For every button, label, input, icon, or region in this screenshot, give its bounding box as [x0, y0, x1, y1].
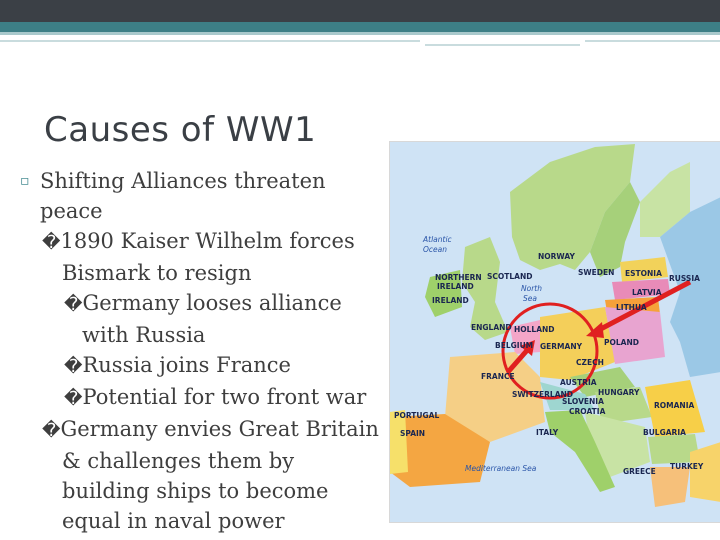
czech-label: CZECH — [576, 358, 604, 367]
bullet-text: & challenges them by — [62, 449, 295, 473]
northern-ireland-label: IRELAND — [437, 282, 474, 291]
holland-label: HOLLAND — [514, 325, 555, 334]
bullet-text: Bismark to resign — [62, 261, 252, 285]
bullet-text: Potential for two front war — [82, 385, 367, 409]
bullet-text: Germany envies Great Britain — [60, 417, 379, 441]
europe-map-graphic — [390, 142, 720, 522]
lithuania-label: LITHUA — [616, 303, 647, 312]
header-accent-line — [0, 32, 720, 35]
bullet-text: Russia joins France — [82, 353, 291, 377]
scotland-label: SCOTLAND — [487, 272, 533, 281]
greece-label: GREECE — [623, 467, 656, 476]
header-bar — [0, 0, 720, 22]
sub-bullet-line — [20, 226, 380, 258]
sub-bullet-line — [20, 258, 380, 288]
sub-bullet-line — [20, 506, 380, 536]
bullet-marker: ▫ — [20, 173, 30, 189]
sea-label: Sea — [523, 294, 537, 303]
bullet-text: with Russia — [82, 323, 206, 347]
ireland-label: IRELAND — [432, 296, 469, 305]
sub-bullet-line — [20, 446, 380, 476]
sub-bullet-glyph: � — [64, 294, 83, 315]
norway-label: NORWAY — [538, 252, 575, 261]
portugal-label: PORTUGAL — [394, 411, 440, 420]
germany-label: GERMANY — [540, 342, 583, 351]
sub-bullet-line — [20, 476, 380, 506]
austria-label: AUSTRIA — [560, 378, 597, 387]
slovenia-label: SLOVENIA — [562, 397, 604, 406]
poland-shape — [605, 307, 665, 364]
russia-label: RUSSIA — [669, 274, 700, 283]
romania-label: ROMANIA — [654, 401, 695, 410]
sub-bullet-glyph: � — [42, 232, 61, 253]
estonia-label: ESTONIA — [625, 269, 662, 278]
header-accent-bar — [0, 22, 720, 32]
atlantic-label: Atlantic — [423, 235, 452, 244]
italy-label: ITALY — [536, 428, 559, 437]
bullet-text: 1890 Kaiser Wilhelm forces — [60, 229, 355, 253]
slide-body — [20, 166, 380, 536]
sub-sub-bullet-line — [20, 350, 380, 382]
sub-bullet-line — [20, 414, 380, 446]
slide-title: Causes of WW1 — [44, 110, 317, 150]
poland-label: POLAND — [604, 338, 639, 347]
bullet-text: equal in naval power — [62, 509, 285, 533]
bullet-line — [20, 166, 380, 196]
sub-sub-bullet-line — [20, 320, 380, 350]
bullet-text: Shifting Alliances threaten — [40, 169, 326, 193]
switzerland-label: SWITZERLAND — [512, 390, 574, 399]
europe-map — [389, 141, 720, 523]
sub-bullet-glyph: � — [42, 420, 61, 441]
belgium-label: BELGIUM — [495, 341, 534, 350]
greece-shape — [650, 467, 690, 507]
north-label: North — [521, 284, 542, 293]
croatia-label: CROATIA — [569, 407, 606, 416]
decorative-line — [425, 44, 580, 46]
decorative-line — [585, 40, 720, 42]
france-label: FRANCE — [481, 372, 515, 381]
bullet-text: building ships to become — [62, 479, 329, 503]
mediterranean-sea-label: Mediterranean Sea — [465, 464, 537, 473]
bulgaria-label: BULGARIA — [643, 428, 686, 437]
sub-sub-bullet-line — [20, 382, 380, 414]
sub-bullet-glyph: � — [64, 388, 83, 409]
bullet-line — [20, 196, 380, 226]
northern-label: NORTHERN — [435, 273, 482, 282]
bullet-text: Germany looses alliance — [82, 291, 342, 315]
turkey-shape — [690, 442, 720, 502]
hungary-label: HUNGARY — [598, 388, 640, 397]
bullet-text: peace — [40, 199, 103, 223]
decorative-line — [0, 40, 420, 42]
england-label: ENGLAND — [471, 323, 512, 332]
sub-bullet-glyph: � — [64, 356, 83, 377]
spain-label: SPAIN — [400, 429, 426, 438]
sweden-label: SWEDEN — [578, 268, 615, 277]
ocean-label: Ocean — [423, 245, 447, 254]
latvia-label: LATVIA — [632, 288, 662, 297]
sub-sub-bullet-line — [20, 288, 380, 320]
turkey-label: TURKEY — [670, 462, 704, 471]
